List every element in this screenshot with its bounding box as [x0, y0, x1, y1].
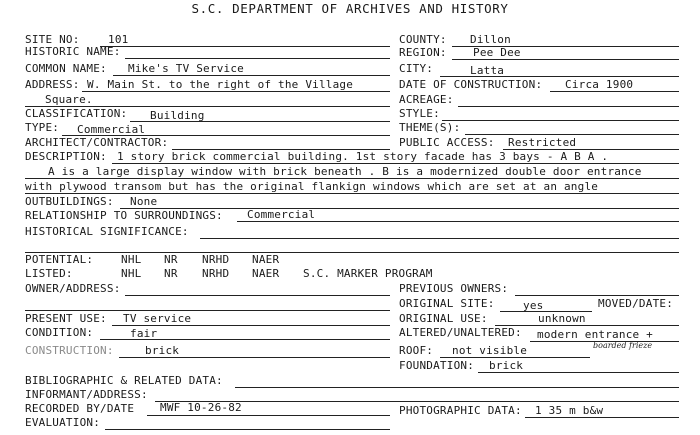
- classification-value: Building: [150, 109, 205, 122]
- recorded-by-value: MWF 10-26-82: [160, 401, 242, 414]
- historic-name-label: HISTORIC NAME:: [25, 45, 121, 58]
- foundation-value: brick: [489, 359, 524, 372]
- city-line: [440, 76, 679, 77]
- roof-line: [440, 357, 590, 358]
- address-line-1: [82, 91, 390, 92]
- moved-date-label: MOVED/DATE:: [598, 297, 674, 310]
- architect-label: ARCHITECT/CONTRACTOR:: [25, 136, 169, 149]
- classification-label: CLASSIFICATION:: [25, 107, 128, 120]
- roof-label: ROOF:: [399, 344, 434, 357]
- photographic-line: [525, 417, 679, 418]
- informant-label: INFORMANT/ADDRESS:: [25, 388, 148, 401]
- description-label: DESCRIPTION:: [25, 150, 107, 163]
- classification-line: [130, 121, 390, 122]
- altered-handwritten-note: boarded frieze: [593, 341, 653, 350]
- description-line-1: 1 story brick commercial building. 1st story facade has 3 bays - A B A .: [117, 150, 609, 163]
- construction-value: brick: [145, 344, 180, 357]
- owner-address-label: OWNER/ADDRESS:: [25, 282, 121, 295]
- bibliographic-line: [235, 387, 679, 388]
- relationship-line: [237, 221, 679, 222]
- present-use-line: [112, 325, 390, 326]
- listed-code-nr: NR: [164, 267, 178, 280]
- city-value: Latta: [470, 64, 505, 77]
- style-label: STYLE:: [399, 107, 440, 120]
- themes-label: THEME(S):: [399, 121, 461, 134]
- owner-address-line: [125, 295, 390, 296]
- photographic-value: 1 35 m b&w: [535, 404, 604, 417]
- public-access-label: PUBLIC ACCESS:: [399, 136, 495, 149]
- potential-code-nhl: NHL: [121, 253, 142, 266]
- original-use-label: ORIGINAL USE:: [399, 312, 488, 325]
- date-of-construction-value: Circa 1900: [565, 78, 634, 91]
- address-value-line1: W. Main St. to the right of the Village: [87, 78, 354, 91]
- bibliographic-label: BIBLIOGRAPHIC & RELATED DATA:: [25, 374, 223, 387]
- county-value: Dillon: [470, 33, 511, 46]
- relationship-value: Commercial: [247, 208, 316, 221]
- region-label: REGION:: [399, 46, 447, 59]
- description-underline-1: [112, 163, 679, 164]
- potential-code-naer: NAER: [252, 253, 280, 266]
- type-value: Commercial: [77, 123, 146, 136]
- previous-owners-label: PREVIOUS OWNERS:: [399, 282, 509, 295]
- present-use-label: PRESENT USE:: [25, 312, 107, 325]
- county-label: COUNTY:: [399, 33, 447, 46]
- original-use-value: unknown: [538, 312, 586, 325]
- acreage-line: [458, 106, 679, 107]
- form-title: S.C. DEPARTMENT OF ARCHIVES AND HISTORY: [191, 1, 509, 16]
- region-value: Pee Dee: [473, 46, 521, 59]
- common-name-label: COMMON NAME:: [25, 62, 107, 75]
- original-site-label: ORIGINAL SITE:: [399, 297, 495, 310]
- date-of-construction-line: [550, 91, 679, 92]
- city-label: CITY:: [399, 62, 434, 75]
- condition-line: [100, 339, 390, 340]
- recorded-by-line: [147, 415, 390, 416]
- construction-label: CONSTRUCTION:: [25, 344, 114, 357]
- description-line-3: with plywood transom but has the original flankign windows which are set at an angle: [25, 180, 599, 193]
- outbuildings-value: None: [130, 195, 158, 208]
- original-use-line: [495, 325, 679, 326]
- foundation-label: FOUNDATION:: [399, 359, 475, 372]
- previous-owners-line: [515, 295, 679, 296]
- relationship-label: RELATIONSHIP TO SURROUNDINGS:: [25, 209, 223, 222]
- description-underline-3: [25, 193, 679, 194]
- evaluation-line: [105, 429, 390, 430]
- region-line: [452, 59, 679, 60]
- public-access-value: Restricted: [508, 136, 577, 149]
- construction-line: [119, 357, 390, 358]
- common-name-line: [113, 75, 390, 76]
- listed-label: LISTED:: [25, 267, 73, 280]
- historical-significance-line: [200, 238, 679, 239]
- listed-code-nhl: NHL: [121, 267, 142, 280]
- potential-code-nr: NR: [164, 253, 178, 266]
- altered-value: modern entrance +: [537, 328, 653, 341]
- site-no-line: [100, 46, 390, 47]
- condition-label: CONDITION:: [25, 326, 94, 339]
- date-of-construction-label: DATE OF CONSTRUCTION:: [399, 78, 543, 91]
- outbuildings-label: OUTBUILDINGS:: [25, 195, 114, 208]
- recorded-by-label: RECORDED BY/DATE: [25, 402, 135, 415]
- foundation-line: [478, 372, 679, 373]
- site-no-label: SITE NO:: [25, 33, 80, 46]
- historic-name-line: [125, 58, 390, 59]
- listed-code-nrhd: NRHD: [202, 267, 230, 280]
- acreage-label: ACREAGE:: [399, 93, 454, 106]
- potential-code-nrhd: NRHD: [202, 253, 230, 266]
- evaluation-label: EVALUATION:: [25, 416, 101, 429]
- original-site-value: yes: [523, 299, 544, 312]
- description-line-2: A is a large display window with brick beneath . B is a modernized double door entrance: [48, 165, 642, 178]
- present-use-value: TV service: [123, 312, 192, 325]
- altered-label: ALTERED/UNALTERED:: [399, 326, 522, 339]
- owner-address-line-2: [25, 310, 390, 311]
- site-no-value: 101: [108, 33, 129, 46]
- type-label: TYPE:: [25, 121, 60, 134]
- common-name-value: Mike's TV Service: [128, 62, 244, 75]
- condition-value: fair: [130, 327, 158, 340]
- style-line: [442, 120, 679, 121]
- photographic-label: PHOTOGRAPHIC DATA:: [399, 404, 522, 417]
- listed-code-sc-marker: S.C. MARKER PROGRAM: [303, 267, 433, 280]
- address-label: ADDRESS:: [25, 78, 80, 91]
- potential-label: POTENTIAL:: [25, 253, 94, 266]
- description-underline-2: [25, 178, 679, 179]
- historical-significance-label: HISTORICAL SIGNIFICANCE:: [25, 225, 189, 238]
- themes-line: [465, 134, 679, 135]
- roof-value: not visible: [452, 344, 528, 357]
- listed-code-naer: NAER: [252, 267, 280, 280]
- address-value-line2: Square.: [45, 93, 93, 106]
